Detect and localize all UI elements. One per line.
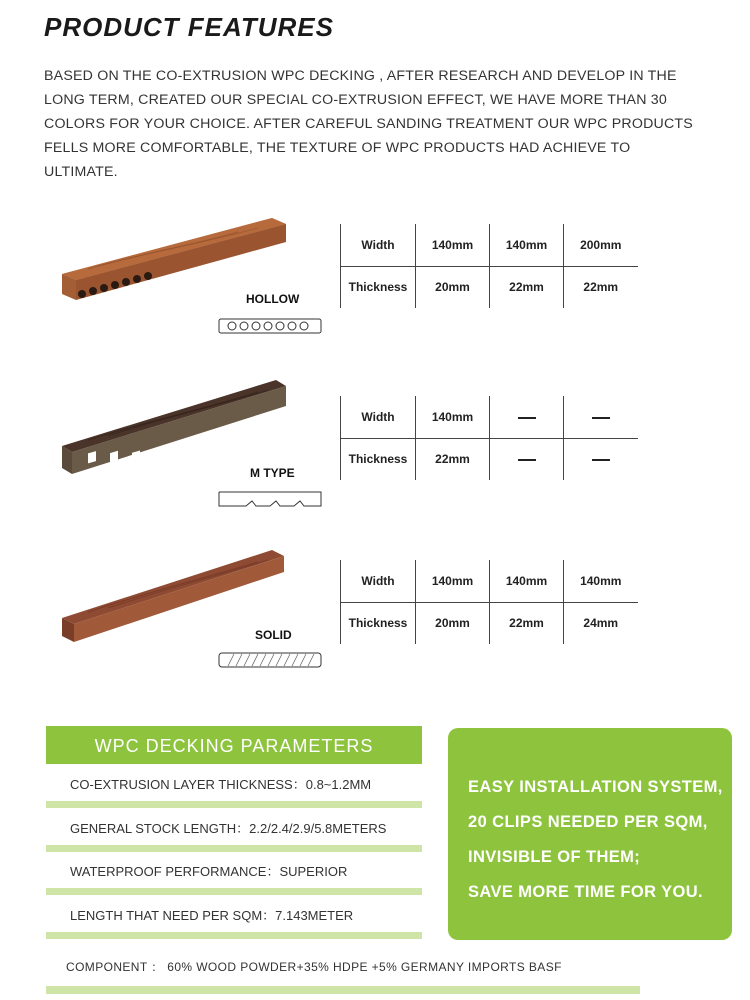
installation-line: EASY INSTALLATION SYSTEM,: [468, 778, 723, 796]
parameters-panel: [46, 726, 422, 944]
table-cell: [564, 396, 638, 438]
solid-profile-icon: [218, 652, 322, 668]
row-label: Thickness: [341, 602, 416, 644]
dash-placeholder: [592, 459, 610, 461]
product-m-type: [0, 376, 750, 516]
table-cell: 22mm: [490, 266, 564, 308]
row-label: Width: [341, 224, 416, 266]
m-type-spec-table: [340, 396, 638, 480]
table-cell: [490, 396, 564, 438]
table-cell: 22mm: [564, 266, 638, 308]
table-row: [341, 602, 638, 644]
product-solid: [0, 546, 750, 676]
table-cell: 140mm: [490, 560, 564, 602]
component-text: COMPONENT ： 60% WOOD POWDER+35% HDPE +5% GERMANY IMPORTS BASF: [66, 960, 562, 974]
parameter-item: LENGTH THAT NEED PER SQM：7.143METER: [46, 901, 422, 939]
table-row: [341, 224, 638, 266]
hollow-spec-table: [340, 224, 638, 308]
table-cell: 20mm: [416, 266, 490, 308]
table-cell: 24mm: [564, 602, 638, 644]
table-cell: 20mm: [416, 602, 490, 644]
parameter-item: GENERAL STOCK LENGTH：2.2/2.4/2.9/5.8METERS: [46, 814, 422, 852]
solid-spec-table: [340, 560, 638, 644]
dash-placeholder: [592, 417, 610, 419]
row-label: Thickness: [341, 266, 416, 308]
table-cell: 200mm: [564, 224, 638, 266]
parameters-heading: WPC DECKING PARAMETERS: [46, 726, 422, 764]
page-title: PRODUCT FEATURES: [44, 12, 334, 42]
table-row: [341, 438, 638, 480]
product-type-label: M TYPE: [250, 466, 295, 480]
product-type-label: HOLLOW: [246, 292, 300, 306]
row-label: Thickness: [341, 438, 416, 480]
table-row: [341, 396, 638, 438]
row-label: Width: [341, 560, 416, 602]
parameter-item: CO-EXTRUSION LAYER THICKNESS：0.8~1.2MM: [46, 770, 422, 808]
table-cell: 22mm: [416, 438, 490, 480]
table-cell: 140mm: [416, 396, 490, 438]
intro-paragraph: BASED ON THE CO-EXTRUSION WPC DECKING , AFTER RESEARCH AND DEVELOP IN THE LONG TERM, CREATED OUR SPECIAL CO-EXTRUSION EFFECT, WE HAVE MORE THAN 30 COLORS FOR YOUR CHOICE. AFTER CAREFUL SANDING TREATMENT OUR WPC PRODUCTS FELLS MORE COMFORTABLE, THE TEXTURE OF WPC PRODUCTS HAD ACHIEVE TO ULTIMATE.: [44, 68, 693, 180]
product-type-label: SOLID: [255, 628, 292, 642]
installation-panel: [448, 728, 732, 940]
table-cell: 140mm: [490, 224, 564, 266]
table-row: [341, 560, 638, 602]
divider: [46, 986, 640, 994]
installation-line: 20 CLIPS NEEDED PER SQM,: [468, 813, 708, 831]
table-row: [341, 266, 638, 308]
table-cell: [490, 438, 564, 480]
row-label: Width: [341, 396, 416, 438]
table-cell: 140mm: [564, 560, 638, 602]
parameter-item: WATERPROOF PERFORMANCE：SUPERIOR: [46, 857, 422, 895]
m-type-profile-icon: [218, 490, 322, 508]
hollow-profile-icon: [218, 318, 322, 334]
table-cell: [564, 438, 638, 480]
dash-placeholder: [518, 417, 536, 419]
table-cell: 22mm: [490, 602, 564, 644]
product-hollow: [0, 214, 750, 344]
installation-line: SAVE MORE TIME FOR YOU.: [468, 883, 704, 901]
table-cell: 140mm: [416, 224, 490, 266]
installation-line: INVISIBLE OF THEM;: [468, 848, 641, 866]
table-cell: 140mm: [416, 560, 490, 602]
dash-placeholder: [518, 459, 536, 461]
